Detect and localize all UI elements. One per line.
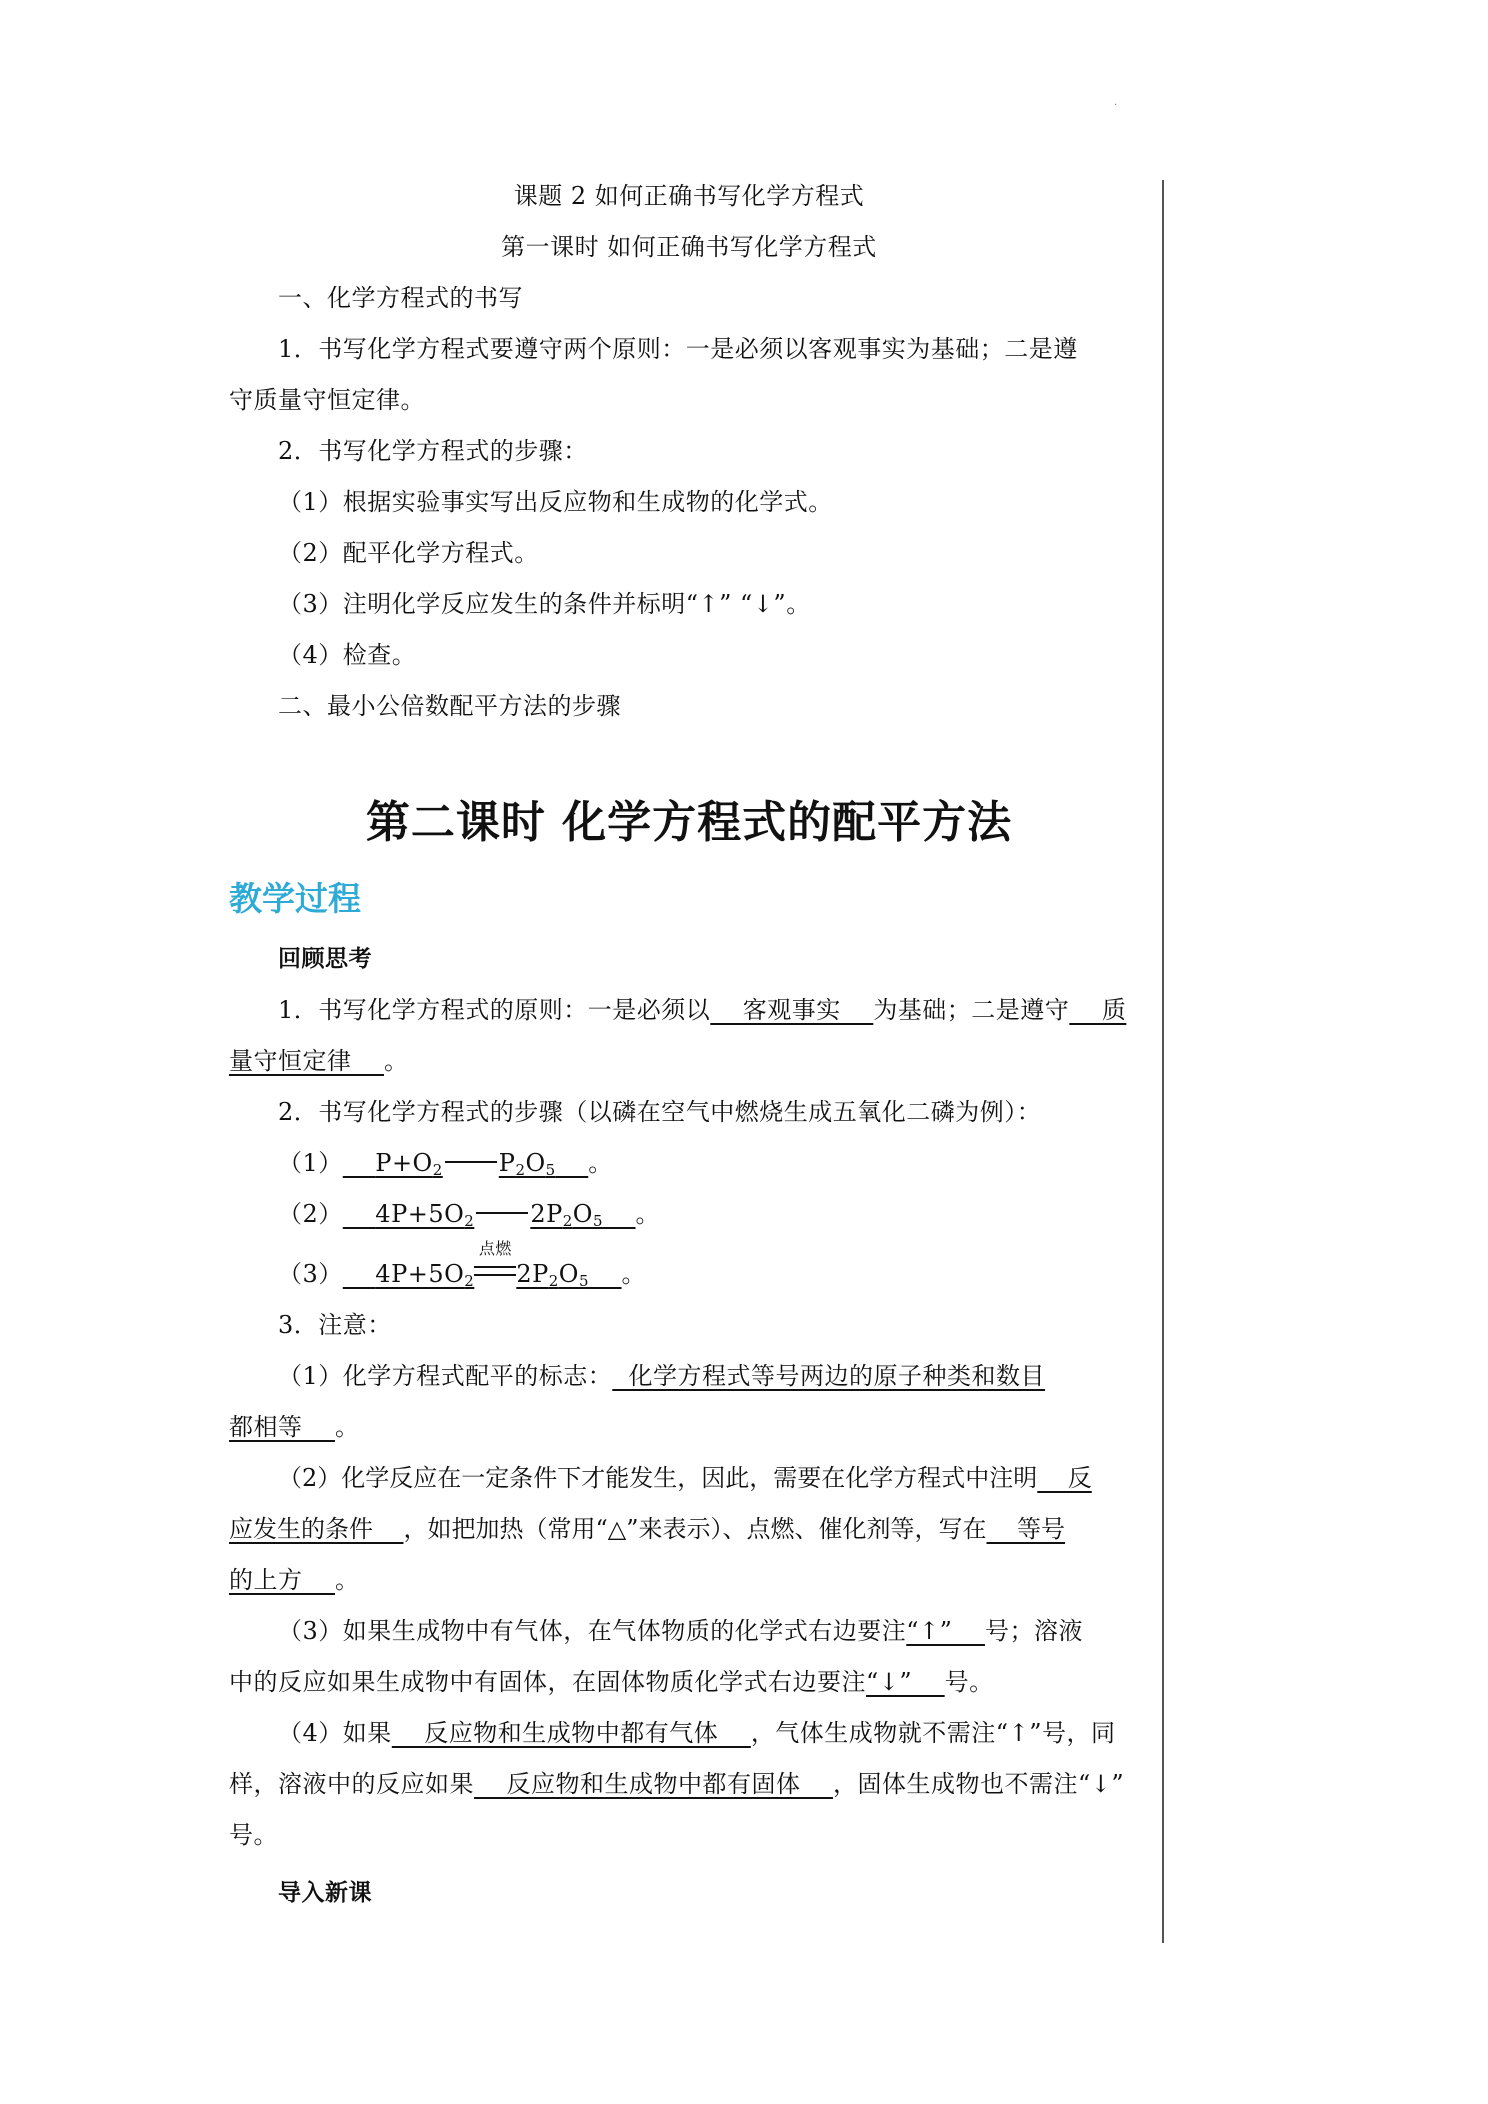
answer-blank: 质 [1069,996,1127,1024]
review-heading: 回顾思考 [278,946,372,972]
paragraph-2: 2．书写化学方程式的步骤： [278,437,588,465]
equation-2: （2） $4P+5O_2$ $2P_2O_5$ 。 [278,1200,661,1230]
answer-blank: 客观事实 [710,996,874,1024]
right-margin-rule [1162,180,1164,1943]
question-3: 3．注意： [278,1311,392,1339]
equation-3: （3） $4P+5O_2$ 点燃 $2P_2O_5$ 。 [278,1239,647,1290]
heading-2: 二、最小公倍数配平方法的步骤 [278,692,621,720]
question-2: 2．书写化学方程式的步骤（以磷在空气中燃烧生成五氧化二磷为例）： [278,1098,1042,1126]
equation-answer: $4P+5O_2$ $2P_2O_5$ [375,1200,604,1230]
lesson-title: 课题 2 如何正确书写化学方程式 [513,182,865,210]
note-3-line-1: （3）如果生成物中有气体，在气体物质的化学式右边要注“↑” 号；溶液 [278,1617,1083,1645]
step-1: （1）根据实验事实写出反应物和生成物的化学式。 [278,488,833,516]
answer-blank: 的上方 [229,1566,336,1594]
answer-blank: 化学方程式等号两边的原子种类和数目 [612,1362,1046,1390]
equation-1: （1） $P+O_2$ $P_2O_5$ 。 [278,1149,613,1179]
note-1-line-2: 都相等 。 [229,1413,360,1441]
answer-blank: 反 [1037,1464,1092,1492]
question-1-line-1: 1．书写化学方程式的原则：一是必须以 客观事实 为基础；二是遵守 质 [278,996,1127,1024]
corner-mark: · [1114,100,1118,111]
note-1-line-1: （1）化学方程式配平的标志： 化学方程式等号两边的原子种类和数目 [278,1362,1046,1390]
step-3: （3）注明化学反应发生的条件并标明“↑” “↓”。 [278,590,811,618]
lesson-subtitle: 第一课时 如何正确书写化学方程式 [501,233,877,261]
note-4-line-2: 样，溶液中的反应如果 反应物和生成物中都有固体 ，固体生成物也不需注“↓” [229,1770,1125,1798]
note-2-line-1: （2）化学反应在一定条件下才能发生，因此，需要在化学方程式中注明 反 [278,1464,1092,1492]
heading-1: 一、化学方程式的书写 [278,284,523,312]
step-4: （4）检查。 [278,641,417,669]
intro-heading: 导入新课 [278,1880,372,1906]
note-2-line-3: 的上方 。 [229,1566,360,1594]
answer-blank: 反应物和生成物中都有气体 [391,1719,751,1747]
paragraph-1a: 1．书写化学方程式要遵守两个原则：一是必须以客观事实为基础；二是遵 [278,335,1078,363]
answer-blank: “↑” [906,1617,985,1645]
answer-blank: 反应物和生成物中都有固体 [474,1770,834,1798]
section-heading: 教学过程 [229,879,361,918]
equation-answer: $4P+5O_2$ 点燃 $2P_2O_5$ [375,1239,590,1290]
answer-blank: 都相等 [229,1413,336,1441]
note-3-line-2: 中的反应如果生成物中有固体，在固体物质化学式右边要注“↓” 号。 [229,1668,994,1696]
reaction-condition: 点燃 [474,1259,516,1289]
chapter-title: 第二课时 化学方程式的配平方法 [365,797,1013,848]
step-2: （2）配平化学方程式。 [278,539,539,567]
note-4-line-3: 号。 [229,1821,278,1849]
note-4-line-1: （4）如果 反应物和生成物中都有气体 ，气体生成物就不需注“↑”号，同 [278,1719,1116,1747]
question-1-line-2: 量守恒定律 。 [229,1047,409,1075]
answer-blank: “↓” [866,1668,945,1696]
answer-blank: 应发生的条件 [229,1515,404,1543]
note-2-line-2: 应发生的条件 ，如把加热（常用“△”来表示）、点燃、催化剂等，写在 等号 [229,1515,1066,1543]
answer-blank: 等号 [986,1515,1066,1543]
answer-blank: 量守恒定律 [229,1047,385,1075]
equation-answer: $P+O_2$ $P_2O_5$ [375,1149,556,1179]
paragraph-1b: 守质量守恒定律。 [229,386,425,414]
